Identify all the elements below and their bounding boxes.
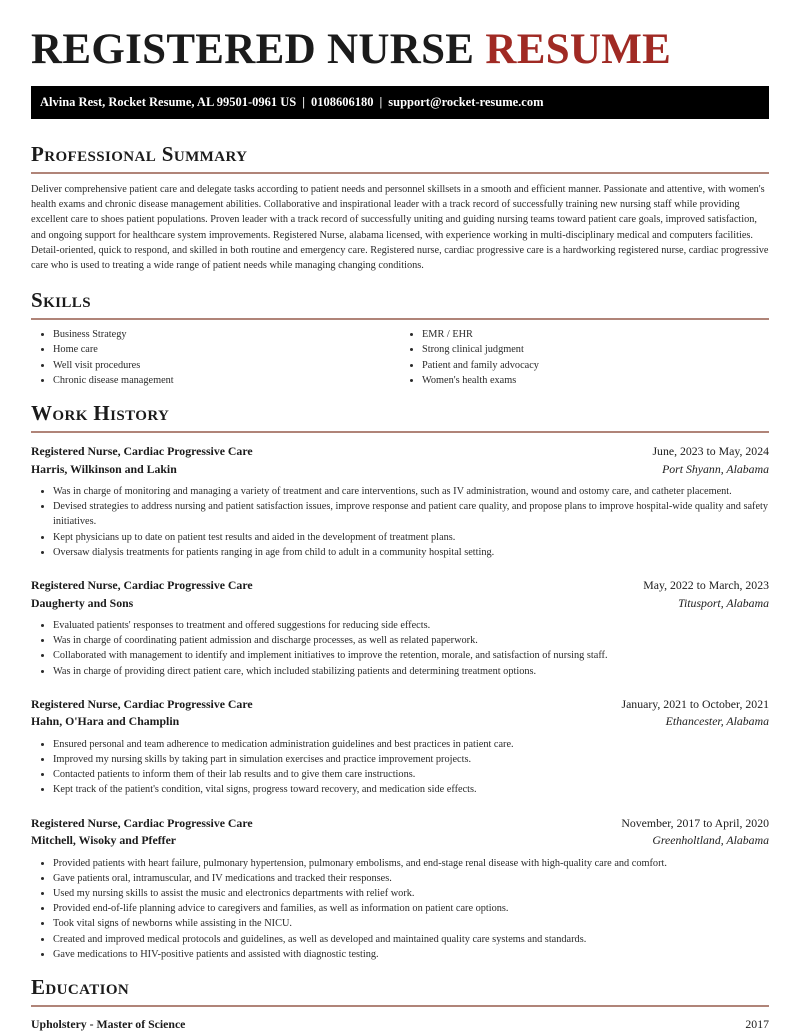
job-title: Registered Nurse, Cardiac Progressive Care [31,696,253,711]
section-divider [31,1005,769,1007]
contact-phone: 0108606180 [311,95,374,109]
section-divider [31,172,769,174]
education-entry [31,1016,769,1034]
job-bullet: • Provided end-of-life planning advice to caregivers and families, as well as information on patient care options. [53,901,769,916]
title-accent: RESUME [485,26,672,73]
section-heading-work-history: Work History [31,401,170,426]
job-bullet: • Contacted patients to inform them of their lab results and to give them care instructions. [53,767,769,782]
job-location: Ethancester, Alabama [665,714,769,729]
job-location: Titusport, Alabama [678,595,769,610]
job-entry [31,443,769,560]
skill-item: • Strong clinical judgment [422,342,769,357]
section-heading-skills: Skills [31,288,91,313]
job-bullet: • Evaluated patients' responses to treatment and offered suggestions for reducing side effects. [53,618,769,633]
resume-title [31,0,769,75]
section-heading-education: Education [31,975,130,1000]
job-entry [31,577,769,679]
job-bullets [31,856,769,962]
section-divider [31,431,769,433]
skill-item: • Well visit procedures [53,358,400,373]
job-bullet: • Was in charge of coordinating patient admission and discharge processes, as well as related paperwork. [53,633,769,648]
skills-column-right [400,327,769,388]
job-bullets [31,737,769,798]
job-bullets [31,618,769,679]
section-heading-summary: Professional Summary [31,142,248,166]
summary-text: Deliver comprehensive patient care and delegate tasks according to patient needs and personnel skillsets in a smooth and efficient manner. Passionate and attentive, with women's health exams and chronic disease management abilities. Collaborative and inspirational leader with a track record of successfully training new nursing staff while providing excellent care to shoes patient populations. Proven leader with a track record of successfully uniting and guiding nursing teams toward patient care goals, improved satisfaction, and ongoing support for healthcare system improvements. Registered Nurse, alabama licensed, with experience working in multi-disciplinary medical and computers facilities. Detail-oriented, quick to respond, and skilled in both routine and emergency care. Registered nurse, cardiac progressive care is a hardworking registered nurse, cardiac progressive care who is used to treating a wide range of patient needs while managing changing conditions. [31,184,769,272]
job-location: Greenholtland, Alabama [652,833,769,848]
job-bullet: • Gave patients oral, intramuscular, and IV medications and tracked their responses. [53,871,769,886]
contact-email: support@rocket-resume.com [388,95,544,109]
contact-separator: | [379,95,383,109]
job-bullet: • Provided patients with heart failure, pulmonary hypertension, pulmonary embolisms, and end-stage renal disease with high-quality care and comfort. [53,856,769,871]
job-title: Registered Nurse, Cardiac Progressive Care [31,815,253,830]
job-bullet: • Used my nursing skills to assist the music and electronics departments with relief work. [53,886,769,901]
job-company: Hahn, O'Hara and Champlin [31,714,180,729]
job-company: Daugherty and Sons [31,595,134,610]
job-bullet: • Improved my nursing skills by taking part in simulation exercises and practice improvement projects. [53,752,769,767]
job-dates: November, 2017 to April, 2020 [621,815,769,830]
job-bullet: • Kept track of the patient's condition, vital signs, progress toward recovery, and medication side effects. [53,782,769,797]
job-title: Registered Nurse, Cardiac Progressive Care [31,578,253,593]
skill-item: • Home care [53,342,400,357]
skills-grid [31,327,769,388]
job-bullet: • Ensured personal and team adherence to medication administration guidelines and best practices in patient care. [53,737,769,752]
skill-item: • Patient and family advocacy [422,358,769,373]
skills-column-left [31,327,400,388]
contact-bar [31,86,769,119]
skill-item: • Business Strategy [53,327,400,342]
job-location: Port Shyann, Alabama [662,461,769,476]
section-divider [31,318,769,320]
job-dates: May, 2022 to March, 2023 [643,578,769,593]
education-year: 2017 [745,1017,769,1032]
education-section [31,974,769,1034]
job-dates: January, 2021 to October, 2021 [621,696,769,711]
job-bullet: • Devised strategies to address nursing and patient satisfaction issues, improve response and patient care quality, and propose plans to improve hospital-wide quality and safety initiatives. [53,499,769,529]
job-bullet: • Took vital signs of newborns while assisting in the NICU. [53,916,769,931]
title-main: REGISTERED NURSE [31,26,475,73]
education-degree: Upholstery - Master of Science [31,1017,186,1032]
job-dates: June, 2023 to May, 2024 [652,444,769,459]
work-history-section [31,400,769,962]
job-company: Mitchell, Wisoky and Pfeffer [31,833,177,848]
skill-item: • EMR / EHR [422,327,769,342]
job-title: Registered Nurse, Cardiac Progressive Care [31,444,253,459]
job-entry [31,815,769,962]
job-bullet: • Oversaw dialysis treatments for patients ranging in age from child to adult in a community hospital setting. [53,545,769,560]
job-bullet: • Collaborated with management to identify and implement initiatives to improve the retention, morale, and satisfaction of nursing staff. [53,648,769,663]
job-bullet: • Was in charge of monitoring and managing a variety of treatment and care interventions, such as IV administration, wound and ostomy care, and catheter placement. [53,484,769,499]
job-bullets [31,484,769,560]
contact-address: Alvina Rest, Rocket Resume, AL 99501-0961 US [40,95,297,109]
job-bullet: • Kept physicians up to date on patient test results and aided in the development of treatment plans. [53,530,769,545]
job-company: Harris, Wilkinson and Lakin [31,461,177,476]
job-entry [31,696,769,798]
job-bullet: • Was in charge of providing direct patient care, which included stabilizing patients and determining treatment options. [53,664,769,679]
skills-section [31,287,769,388]
skill-item: • Women's health exams [422,373,769,388]
contact-separator: | [302,95,306,109]
job-bullet: • Created and improved medical protocols and guidelines, as well as developed and maintained quality care systems and standards. [53,932,769,947]
summary-section [31,141,769,273]
job-bullet: • Gave medications to HIV-positive patients and assisted with diagnostic testing. [53,947,769,962]
skill-item: • Chronic disease management [53,373,400,388]
